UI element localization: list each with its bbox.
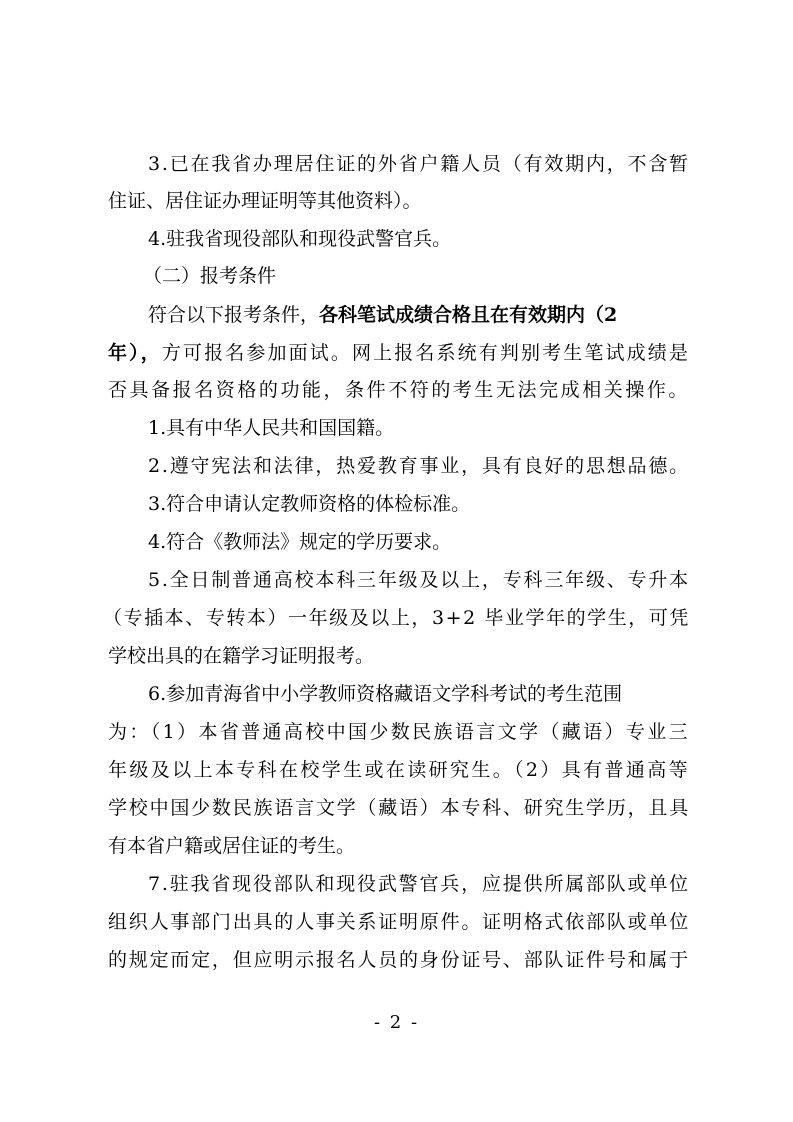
line-text: 方可报名参加面试。网上报名系统有判别考生笔试成绩是 — [161, 342, 690, 364]
paragraph-line — [0, 796, 793, 820]
line-text-bold: 年）， — [108, 342, 162, 364]
line-text: （二）报考条件 — [143, 265, 277, 287]
line-text: 的规定而定，但应明示报名人员的身份证号、部队证件号和属于 — [108, 949, 690, 971]
paragraph-line — [0, 872, 793, 896]
line-text: 1.具有中华人民共和国国籍。 — [148, 417, 395, 439]
paragraph-line — [0, 303, 793, 327]
line-text: 7.驻我省现役部队和现役武警官兵，应提供所属部队或单位 — [148, 873, 690, 895]
line-text: 学校出具的在籍学习证明报考。 — [108, 645, 375, 667]
paragraph-line — [0, 378, 793, 402]
line-text: 年级及以上本专科在校学生或在读研究生。（2）具有普通高等 — [108, 759, 690, 781]
paragraph-line — [0, 606, 793, 630]
line-text: 3.符合申请认定教师资格的体检标准。 — [148, 493, 471, 515]
line-text: 4.驻我省现役部队和现役武警官兵。 — [148, 228, 452, 250]
line-text: 2.遵守宪法和法律，热爱教育事业，具有良好的思想品德。 — [148, 455, 690, 477]
line-text-bold: 各科笔试成绩合格且在有效期内（2 — [319, 304, 618, 326]
line-text: 有本省户籍或居住证的考生。 — [108, 835, 356, 857]
line-text: 组织人事部门出具的人事关系证明原件。证明格式依部队或单位 — [108, 911, 690, 933]
section-heading — [0, 264, 793, 288]
paragraph-line — [0, 189, 793, 213]
paragraph-line — [0, 492, 793, 516]
line-text: 否具备报名资格的功能，条件不符的考生无法完成相关操作。 — [108, 379, 690, 401]
paragraph-line — [0, 758, 793, 782]
paragraph-line — [0, 227, 793, 251]
line-text: 6.参加青海省中小学教师资格藏语文学科考试的考生范围 — [148, 683, 623, 705]
line-text: 3.已在我省办理居住证的外省户籍人员（有效期内，不含暂 — [148, 153, 690, 175]
paragraph-line — [0, 910, 793, 934]
paragraph-line — [0, 720, 793, 744]
paragraph-line — [0, 152, 793, 176]
line-text: 住证、居住证办理证明等其他资料）。 — [108, 190, 422, 212]
paragraph-line — [0, 682, 793, 706]
paragraph-line — [0, 834, 793, 858]
line-text: 学校中国少数民族语言文学（藏语）本专科、研究生学历，且具 — [108, 797, 690, 819]
line-text: 为：（1）本省普通高校中国少数民族语言文学（藏语）专业三 — [108, 721, 690, 743]
paragraph-line — [0, 644, 793, 668]
line-text: 5.全日制普通高校本科三年级及以上，专科三年级、专升本 — [148, 569, 690, 591]
paragraph-line — [0, 948, 793, 972]
paragraph-line — [0, 530, 793, 554]
paragraph-line — [0, 416, 793, 440]
paragraph-line — [0, 454, 793, 478]
paragraph-line — [0, 568, 793, 592]
page-number: - 2 - — [373, 1012, 420, 1033]
line-text: （专插本、专转本）一年级及以上，3+2 毕业学年的学生，可凭 — [103, 607, 690, 629]
line-text: 符合以下报考条件， — [148, 304, 320, 326]
line-text: 4.符合《教师法》规定的学历要求。 — [148, 531, 452, 553]
paragraph-line — [0, 341, 793, 365]
